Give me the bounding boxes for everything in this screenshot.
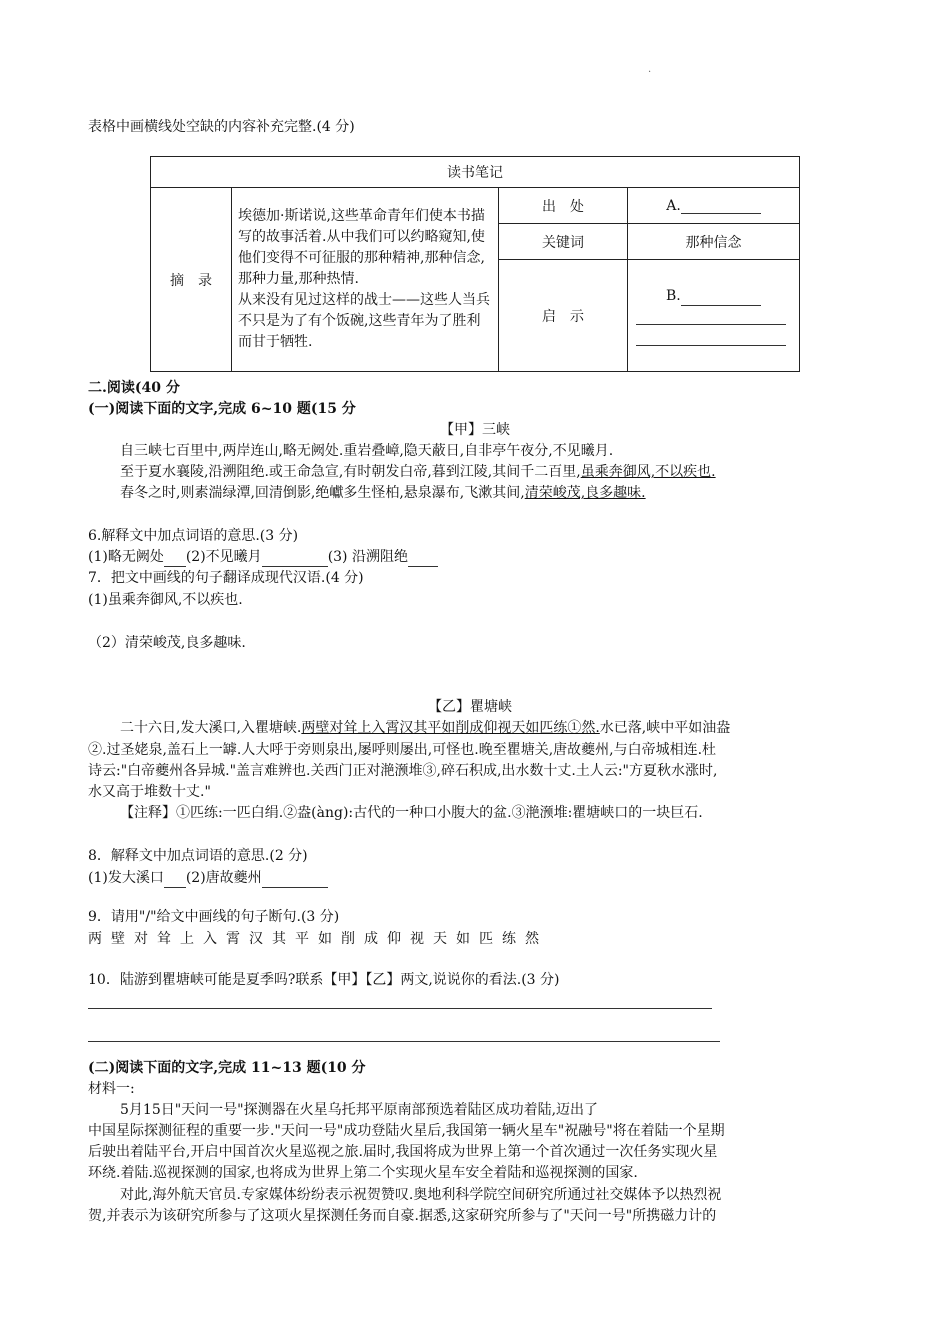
insight-answer-prefix: B. <box>666 287 681 304</box>
part-2-heading: (二)阅读下面的文字,完成 11~13 题(10 分 <box>88 1060 366 1076</box>
material-1-label: 材料一: <box>88 1081 135 1097</box>
material-1-line-4: 环绕.着陆.巡视探测的国家,也将成为世界上第二个实现火星车安全着陆和巡视探测的国家. <box>88 1165 638 1181</box>
intro-instruction: 表格中画横线处空缺的内容补充完整.(4 分) <box>88 119 355 135</box>
insight-answer-cell[interactable] <box>628 260 800 372</box>
yi-l1-tail: 水已落,峡中平如油盎 <box>599 720 731 736</box>
insight-blank-2[interactable] <box>636 308 786 325</box>
q6-blank-3[interactable] <box>408 550 438 567</box>
yi-l1-underlined: 两壁对耸上入霄汉其平如削成仰视天如匹练①然. <box>301 720 600 736</box>
table-title: 读书笔记 <box>151 157 800 188</box>
material-1-line-6: 贺,并表示为该研究所参与了这项火星探测任务而自豪.据悉,这家研究所参与了"天问一号"所携磁力计的 <box>88 1208 717 1224</box>
q6-item-1: (1)略无阙处 <box>88 549 164 565</box>
material-1-line-2: 中国星际探测征程的重要一步."天问一号"成功登陆火星后,我国第一辆火星车"祝融号"将在着陆一个星期 <box>88 1123 725 1139</box>
part-1-heading: (一)阅读下面的文字,完成 6~10 题(15 分 <box>88 401 356 417</box>
jia-paragraph-2 <box>120 462 716 482</box>
reading-notes-table <box>150 156 800 372</box>
section-2-heading: 二.阅读(40 分 <box>88 380 180 396</box>
yi-line-1 <box>120 718 730 738</box>
excerpt-text-2: 从来没有见过这样的战士——这些人当兵不只是为了有个饭碗,这些青年为了胜利而甘于牺牲. <box>238 292 490 350</box>
q8-item-1: (1)发大溪口 <box>88 870 164 886</box>
yi-title: 【乙】瞿塘峡 <box>428 699 512 715</box>
question-8-items <box>88 868 328 888</box>
jia-paragraph-1: 自三峡七百里中,两岸连山,略无阙处.重岩叠嶂,隐天蔽日,自非亭午夜分,不见曦月. <box>120 443 614 459</box>
insight-blank-1[interactable] <box>681 289 761 306</box>
jia-p3-text: 春冬之时,则素湍绿潭,回清倒影,绝巘多生怪柏,悬泉瀑布,飞漱其间, <box>120 485 525 501</box>
question-6-items <box>88 547 438 567</box>
q7-item-2: （2）清荣峻茂,良多趣味. <box>88 635 246 651</box>
yi-line-2: ②.过圣姥泉,盖石上一罅.人大呼于旁则泉出,屡呼则屡出,可怪也.晚至瞿塘关,唐故夔州,与白帝城相连.杜 <box>88 742 717 758</box>
q10-answer-line-2[interactable] <box>88 1041 720 1042</box>
yi-line-4: 水又高于堆数十丈." <box>88 784 211 800</box>
material-1-line-3: 后驶出着陆平台,开启中国首次火星巡视之旅.届时,我国将成为世界上第一个首次通过一次任务实现火星 <box>88 1144 718 1160</box>
material-1-line-1: 5月15日"天问一号"探测器在火星乌托邦平原南部预选着陆区成功着陆,迈出了 <box>120 1102 599 1118</box>
excerpt-label: 摘 录 <box>151 188 232 372</box>
question-9: 9．请用"/"给文中画线的句子断句.(3 分) <box>88 909 340 925</box>
q8-blank-2[interactable] <box>262 871 328 888</box>
source-answer-prefix: A. <box>666 198 681 214</box>
q6-item-3: (3) 沿溯阻绝 <box>327 549 408 565</box>
question-10: 10．陆游到瞿塘峡可能是夏季吗?联系【甲】【乙】两文,说说你的看法.(3 分) <box>88 972 560 988</box>
source-answer-cell[interactable] <box>628 188 800 224</box>
jia-p2-underlined: 虽乘奔御风,不以疾也. <box>580 464 716 480</box>
q8-item-2: (2)唐故夔州 <box>185 870 262 886</box>
yi-l1-text: 二十六日,发大溪口,入瞿塘峡. <box>120 720 302 736</box>
top-dot: . <box>648 64 652 75</box>
jia-title: 【甲】三峡 <box>440 422 510 438</box>
question-7: 7．把文中画线的句子翻译成现代汉语.(4 分) <box>88 570 364 586</box>
q6-blank-2[interactable] <box>262 550 328 567</box>
jia-paragraph-3 <box>120 483 646 503</box>
q8-blank-1[interactable] <box>164 871 186 888</box>
insight-blank-3[interactable] <box>636 329 786 346</box>
excerpt-text-1: 埃德加·斯诺说,这些革命青年们使本书描写的故事活着.从中我们可以约略窥知,使他们变得不可征服的那种精神,那种信念,那种力量,那种热情. <box>238 208 485 287</box>
q6-item-2: (2)不见曦月 <box>185 549 262 565</box>
yi-annotation: 【注释】①匹练:一匹白绢.②盎(àng):古代的一种口小腹大的盆.③滟滪堆:瞿塘峡口的一块巨石. <box>120 805 703 821</box>
q9-sentence-chars[interactable]: 两壁对耸上入霄汉其平如削成仰视天如匹练然 <box>88 931 548 947</box>
source-label: 出 处 <box>499 188 628 224</box>
question-6: 6.解释文中加点词语的意思.(3 分) <box>88 528 299 544</box>
q10-answer-line-1[interactable] <box>88 1008 712 1009</box>
insight-label: 启 示 <box>499 260 628 372</box>
question-8: 8．解释文中加点词语的意思.(2 分) <box>88 848 308 864</box>
yi-line-3: 诗云:"白帝夔州各异城."盖言难辨也.关西门正对滟滪堆③,碎石积成,出水数十丈.土人云:"方夏秋水涨时, <box>88 763 718 779</box>
jia-p2-text: 至于夏水襄陵,沿溯阻绝.或王命急宣,有时朝发白帝,暮到江陵,其间千二百里, <box>120 464 581 480</box>
q7-item-1: (1)虽乘奔御风,不以疾也. <box>88 592 243 608</box>
q6-blank-1[interactable] <box>164 550 186 567</box>
jia-p3-underlined: 清荣峻茂,良多趣味. <box>524 485 646 501</box>
material-1-line-5: 对此,海外航天官员.专家媒体纷纷表示祝贺赞叹.奥地利科学院空间研究所通过社交媒体予以热烈祝 <box>120 1187 722 1203</box>
excerpt-cell <box>232 188 499 372</box>
source-answer-blank[interactable] <box>681 197 761 214</box>
keyword-label: 关键词 <box>499 224 628 260</box>
keyword-value: 那种信念 <box>628 224 800 260</box>
